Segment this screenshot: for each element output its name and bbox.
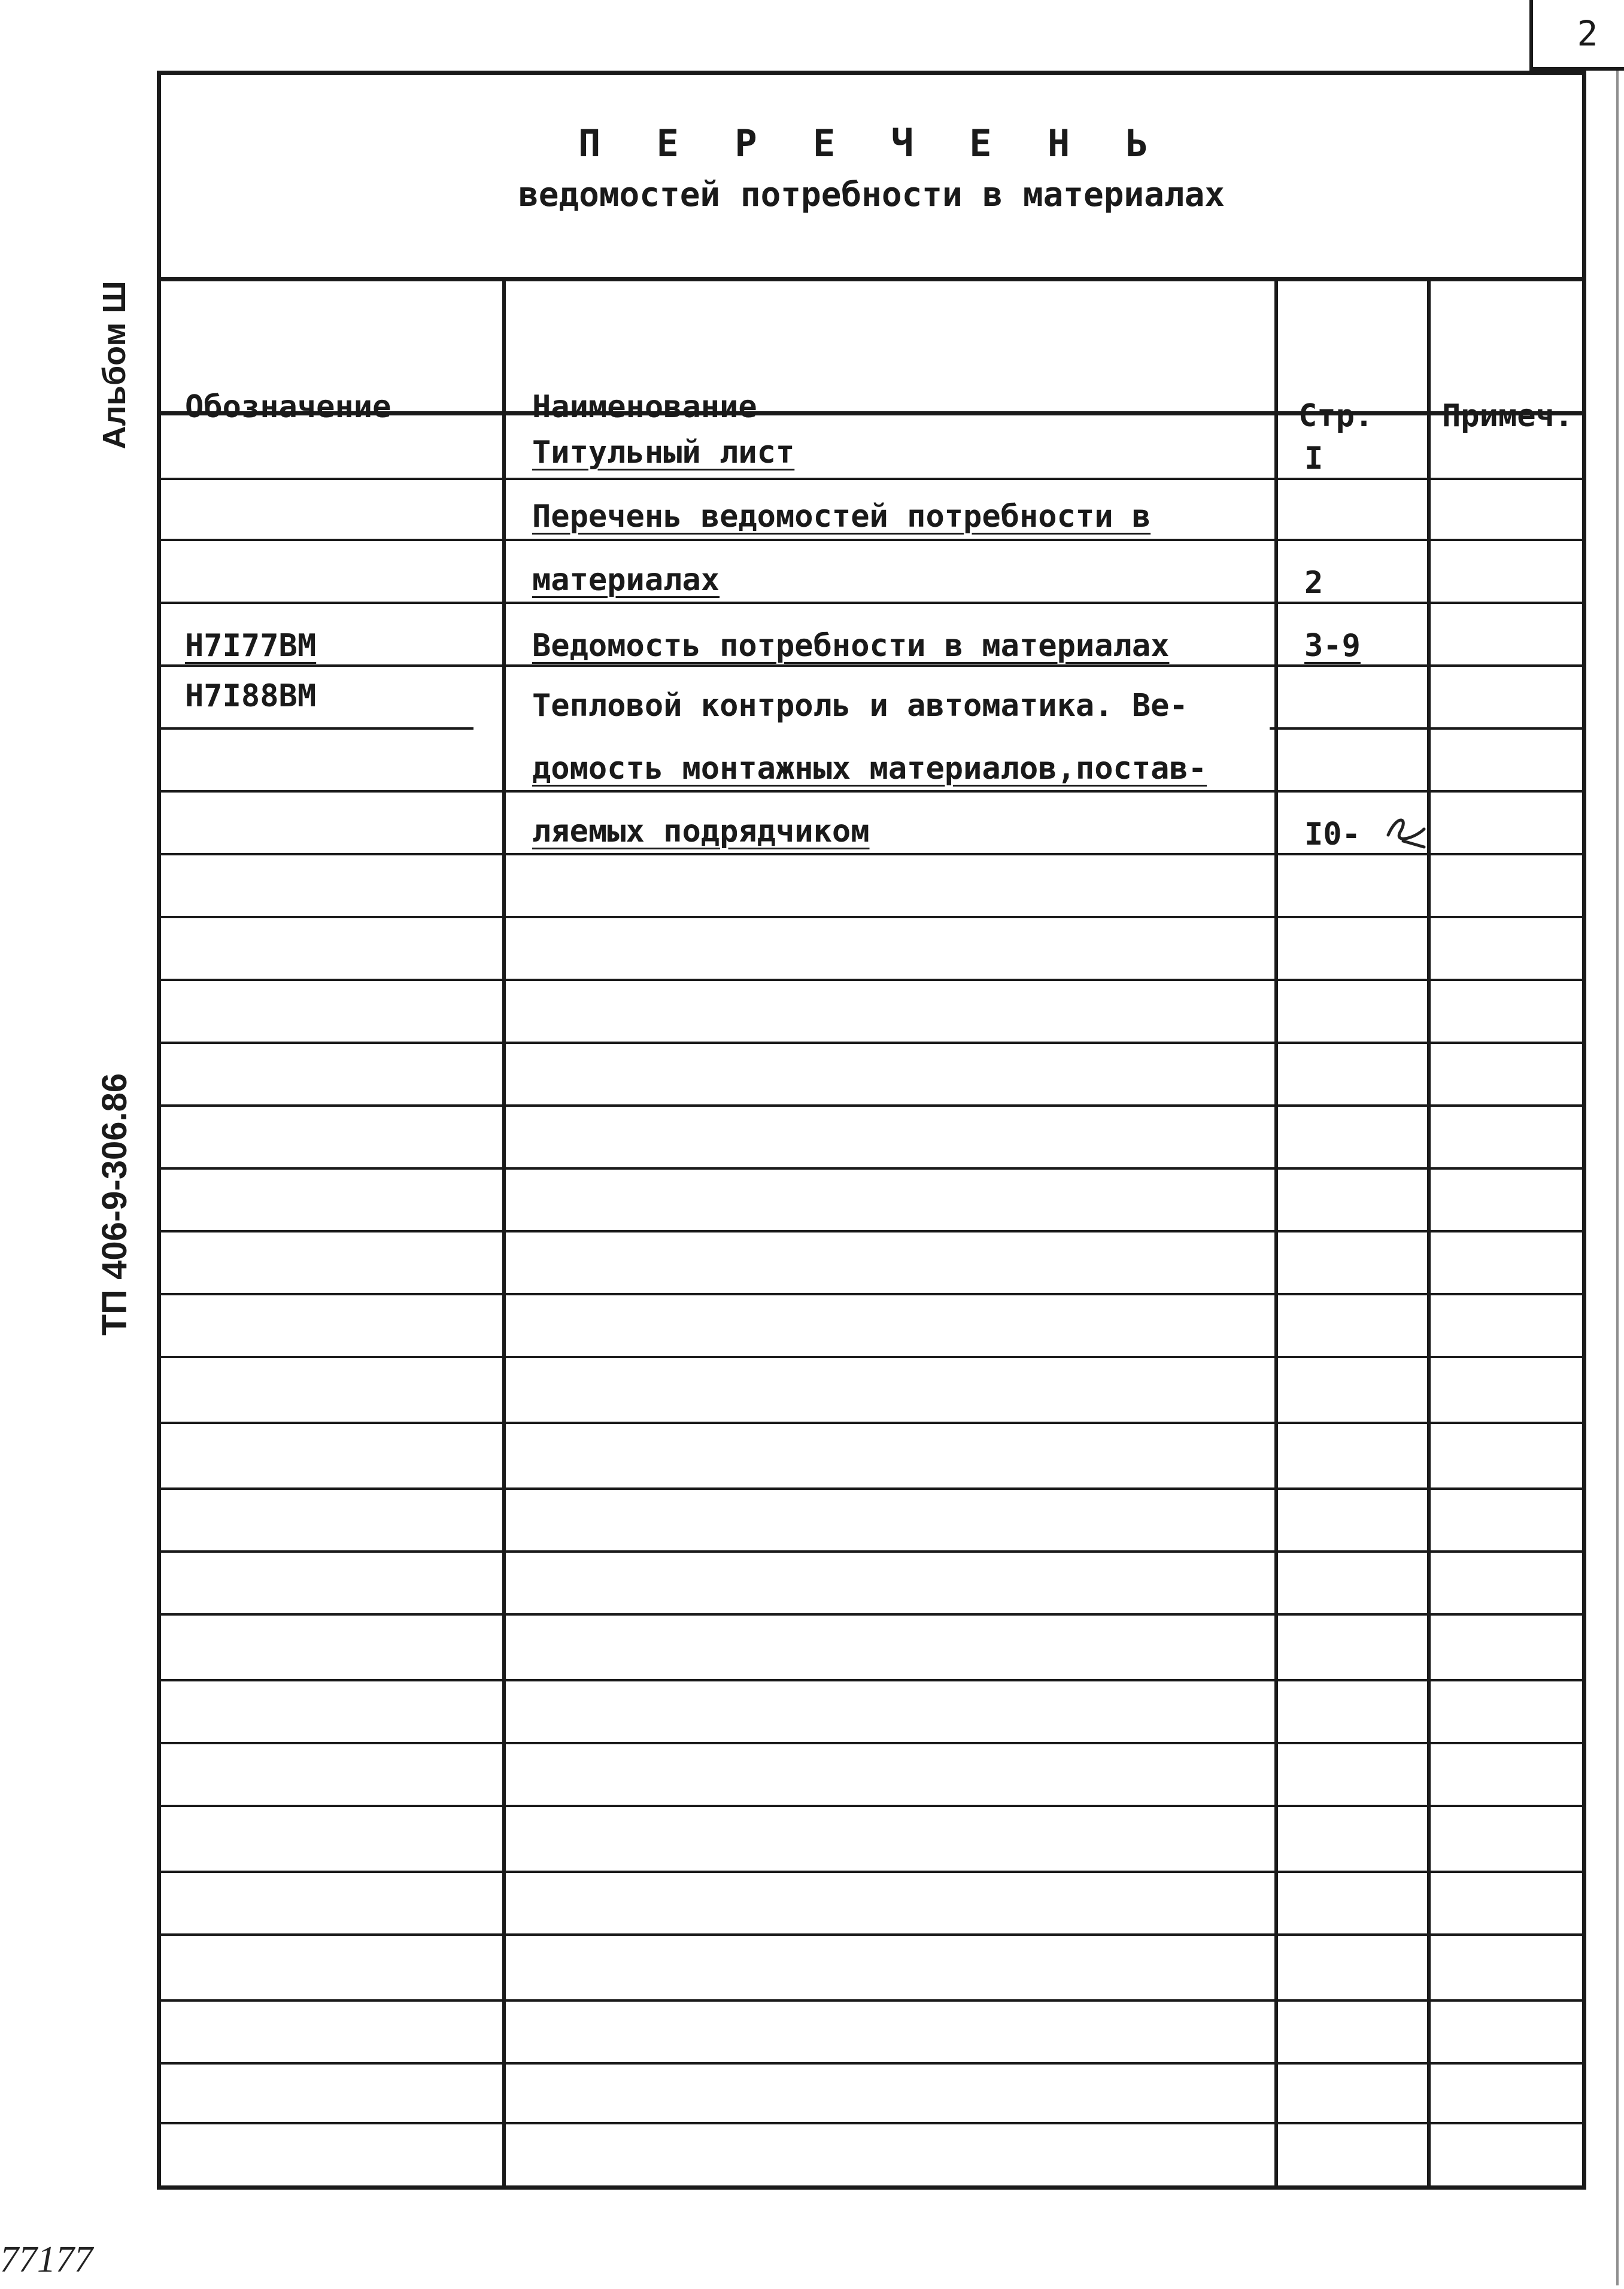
table-cell-name: ляемых подрядчиком	[532, 813, 870, 849]
row-rule	[161, 1679, 1582, 1681]
row-rule	[161, 1742, 1582, 1744]
header-rule	[161, 411, 1582, 415]
document-header	[161, 75, 1582, 281]
row-rule	[161, 478, 1582, 480]
row-rule	[161, 602, 1582, 604]
row-rule-partial	[161, 727, 473, 730]
page-number-box	[1529, 0, 1624, 71]
table-cell-name: Тепловой контроль и автоматика. Ве-	[532, 688, 1188, 724]
row-rule	[161, 1104, 1582, 1107]
page-number: 2	[1577, 13, 1598, 54]
column-divider	[1427, 281, 1431, 2185]
row-rule	[161, 979, 1582, 981]
row-rule	[161, 1293, 1582, 1295]
row-rule-partial	[1270, 727, 1582, 730]
column-header-name-label: Наименование	[532, 389, 757, 425]
album-label: Альбом Ш	[96, 281, 132, 450]
column-header-note	[1442, 281, 1586, 434]
table-cell-name: Титульный лист	[532, 435, 795, 470]
row-rule	[161, 2122, 1582, 2124]
row-rule	[161, 1167, 1582, 1170]
row-rule	[161, 853, 1582, 855]
table-cell-designation: Н7I88ВМ	[185, 678, 317, 714]
column-divider	[1274, 281, 1278, 2185]
column-header-designation-label: Обозначение	[185, 389, 391, 425]
table-cell-name: домость монтажных материалов,постав-	[532, 751, 1207, 787]
table-cell-page: I0-	[1304, 816, 1361, 852]
row-rule	[161, 1613, 1582, 1616]
column-header-page	[1298, 281, 1418, 434]
row-rule	[161, 1230, 1582, 1232]
row-rule	[161, 1042, 1582, 1044]
document-subtitle: ведомостей потребности в материалах	[518, 175, 1225, 214]
table-cell-page: 3-9	[1304, 628, 1361, 664]
table-cell-name: Перечень ведомостей потребности в	[532, 499, 1151, 535]
row-rule	[161, 664, 1582, 667]
row-rule	[161, 1487, 1582, 1490]
column-header-note-label: Примеч.	[1442, 398, 1574, 434]
row-rule	[161, 1805, 1582, 1807]
handwritten-mark: 77177	[0, 2239, 93, 2280]
binding-edge	[1616, 71, 1623, 2285]
row-rule	[161, 916, 1582, 918]
project-code-label: ТП 406-9-306.86	[95, 1073, 134, 1336]
table-cell-page: I	[1304, 441, 1324, 476]
table-cell-page: 2	[1304, 565, 1324, 601]
table-cell-name: Ведомость потребности в материалах	[532, 628, 1170, 664]
row-rule	[161, 1871, 1582, 1873]
document-sheet	[157, 71, 1586, 2190]
row-rule	[161, 2062, 1582, 2065]
document-title: П Е Р Е Ч Е Н Ь	[578, 122, 1165, 165]
table-cell-name: материалах	[532, 562, 720, 598]
row-rule	[161, 1550, 1582, 1553]
column-header-designation	[185, 281, 496, 425]
row-rule	[161, 1422, 1582, 1424]
row-rule	[161, 539, 1582, 541]
row-rule	[161, 790, 1582, 793]
handwritten-scribble-icon	[1382, 811, 1436, 853]
row-rule	[161, 1933, 1582, 1936]
row-rule	[161, 1999, 1582, 2002]
column-header-page-label: Стр.	[1298, 398, 1374, 434]
column-divider	[502, 281, 506, 2185]
row-rule	[161, 1356, 1582, 1358]
column-header-name	[532, 281, 1262, 425]
table-cell-designation: Н7I77ВМ	[185, 628, 317, 664]
